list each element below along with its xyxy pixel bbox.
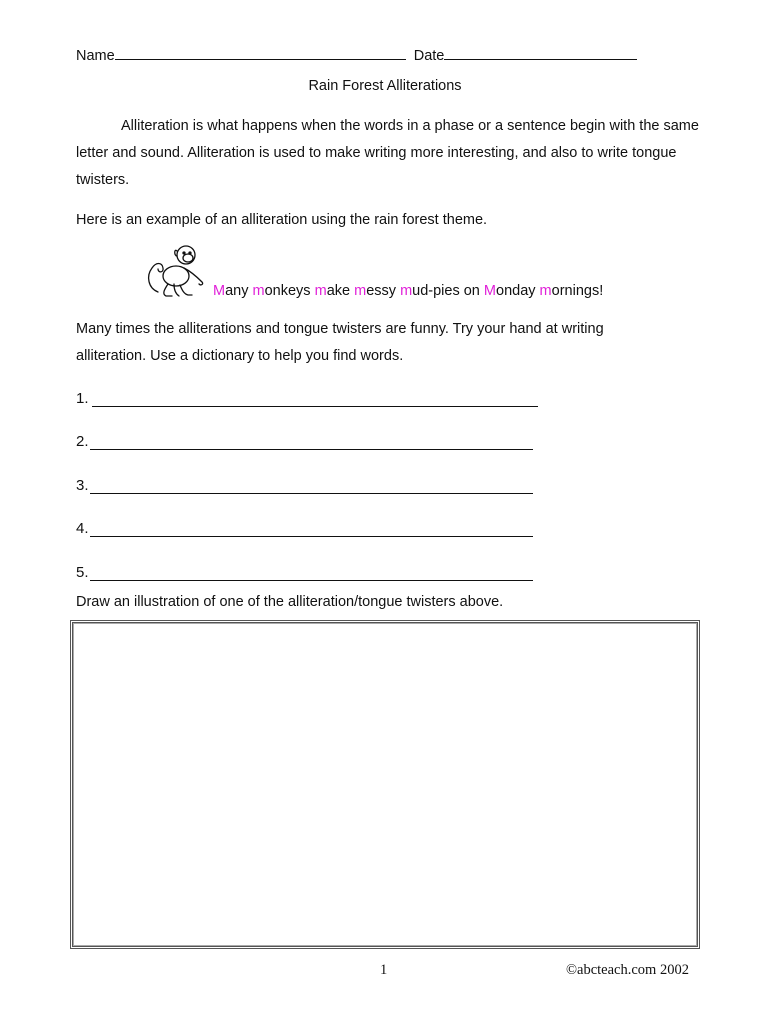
name-date-row — [76, 49, 637, 64]
example-word: make — [314, 283, 351, 299]
example-word: Many — [213, 283, 249, 299]
page-title: Rain Forest Alliterations — [308, 78, 462, 94]
example-word: Monday — [483, 283, 536, 299]
answer-number: 3. — [76, 477, 89, 494]
name-field[interactable] — [115, 59, 406, 60]
date-label: Date — [413, 48, 445, 64]
answer-line-4[interactable] — [76, 521, 89, 536]
monkey-icon — [146, 242, 208, 300]
answer-line-5[interactable] — [76, 565, 89, 580]
date-field[interactable] — [444, 59, 637, 60]
answer-number: 1. — [76, 390, 89, 407]
example-word: mud-pies on — [400, 283, 480, 299]
answer-number: 2. — [76, 433, 89, 450]
answer-rule[interactable] — [90, 580, 533, 581]
answer-number: 4. — [76, 520, 89, 537]
answer-line-1[interactable] — [76, 391, 89, 406]
answer-number: 5. — [76, 564, 89, 581]
intro-paragraph: Alliteration is what happens when the words in a phase or a sentence begin with the same letter and sound. Alliteration is used to make writing more interesting, and also to write tongue twisters. — [76, 118, 699, 188]
answer-rule[interactable] — [92, 406, 538, 407]
name-label: Name — [76, 48, 115, 64]
drawing-area[interactable] — [70, 620, 700, 949]
answer-rule[interactable] — [90, 449, 533, 450]
answer-rule[interactable] — [90, 536, 533, 537]
answer-line-3[interactable] — [76, 478, 89, 493]
answer-line-2[interactable] — [76, 434, 89, 449]
example-intro: Here is an example of an alliteration using the rain forest theme. — [76, 212, 488, 228]
copyright: ©abcteach.com 2002 — [566, 962, 689, 978]
example-sentence — [213, 284, 603, 299]
answer-rule[interactable] — [90, 493, 533, 494]
instructions-paragraph: Many times the alliterations and tongue twisters are funny. Try your hand at writing alliteration. Use a dictionary to help you find words. — [76, 321, 604, 364]
draw-prompt: Draw an illustration of one of the alliteration/tongue twisters above. — [76, 594, 504, 610]
example-word: messy — [354, 283, 397, 299]
example-word: monkeys — [252, 283, 311, 299]
page-number: 1 — [380, 962, 388, 978]
example-word: mornings! — [539, 283, 604, 299]
